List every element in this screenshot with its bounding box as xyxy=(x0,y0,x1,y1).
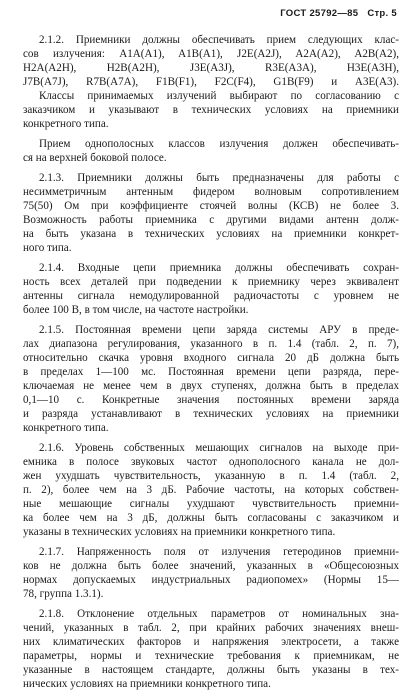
text-line: чений, указанных в табл. 2, при крайних рабочих значениях внеш- xyxy=(23,622,399,634)
paragraph-2-1-2 xyxy=(23,33,399,131)
text-line: ся на верхней боковой полосе. xyxy=(23,152,167,164)
paragraph-2-1-6 xyxy=(23,441,399,539)
text-line: параметры, нормы и технические требования к приемникам, не xyxy=(23,650,399,662)
text-line: конкретного типа. xyxy=(23,118,109,130)
paragraph-2-1-8 xyxy=(23,607,399,691)
text-line: Прием однополосных классов излучения должен обеспечивать- xyxy=(39,138,399,150)
page-header xyxy=(280,8,397,19)
text-line: H2A(A2H), H2B(A2H), J3E(A3J), R3E(A3A), H3E(A3H), xyxy=(23,62,399,74)
text-line: 0,1—10 с. Конкретные значения постоянных времени заряда xyxy=(23,394,399,406)
text-line: них климатических факторов и напряжения электросети, а также xyxy=(23,636,399,648)
paragraph-2-1-4 xyxy=(23,261,399,317)
paragraph-2-1-5 xyxy=(23,323,399,435)
text-line: и разряда устанавливают в технических условиях на приемники xyxy=(23,408,399,420)
text-line: несимметричным антенным фидером волновым сопротивлением xyxy=(23,186,399,198)
text-line: 2.1.2. Приемники должны обеспечивать прием следующих клас- xyxy=(39,34,399,46)
text-line: п. 2), более чем на 3 дБ. Рабочие частоты, на которых собствен- xyxy=(23,484,399,496)
text-line: 2.1.7. Напряженность поля от излучения гетеродинов приемни- xyxy=(39,546,399,558)
text-line: жен ухудшать чувствительность, указанную в п. 1.4 (табл. 2, xyxy=(23,470,399,482)
text-line: сов излучения: A1A(A1), A1B(A1), J2E(A2J), A2A(A2), A2B(A2), xyxy=(23,48,399,60)
text-line: конкретного типа. xyxy=(23,422,109,434)
text-line: 2.1.6. Уровень собственных мешающих сигналов на выходе при- xyxy=(39,442,399,454)
text-line: относительно скачка уровня входного сигнала 20 дБ должна быть xyxy=(23,352,399,364)
text-line: более 100 В, в том числе, на частоте настройки. xyxy=(23,304,249,316)
text-line: на быть указана в технических условиях на приемники конкрет- xyxy=(23,228,399,240)
text-line: ключаемая не менее чем в двух ступенях, должна быть в пределах xyxy=(23,380,399,392)
text-line: 2.1.3. Приемники должны быть предназначены для работы с xyxy=(39,172,399,184)
text-line: емника в полосе звуковых частот однополосного канала не дол- xyxy=(23,456,399,468)
text-line: нормах допускаемых индустриальных радиопомех» (Нормы 15— xyxy=(23,574,399,586)
text-line: 2.1.8. Отклонение отдельных параметров от номинальных зна- xyxy=(39,608,399,620)
text-line: ного типа. xyxy=(23,242,72,254)
text-line: антенны сигнала немодулированной радиочастоты с уровнем не xyxy=(23,290,399,302)
paragraph-2-1-3 xyxy=(23,171,399,255)
text-line: ка более чем на 3 дБ, должны быть согласованы с заказчиком и xyxy=(23,512,399,524)
paragraph-2-1-7 xyxy=(23,545,399,601)
text-line: нических условиях на приемники конкретного типа. xyxy=(23,678,271,690)
text-line: лах диапазона регулирования, указанного в п. 1.4 (табл. 2, п. 7), xyxy=(23,338,399,350)
page-number: Стр. 5 xyxy=(367,8,397,19)
text-line: J7B(A7J), R7B(A7A), F1B(F1), F2C(F4), G1B(F9) и A3E(A3). xyxy=(23,76,399,88)
text-line: 78, группа 1.3.1). xyxy=(23,588,104,600)
text-line: Возможность работы приемника с другими видами антенн долж- xyxy=(23,214,399,226)
text-line: в пределах 1—100 мс. Постоянная времени цепи разряда, пере- xyxy=(23,366,399,378)
text-line: заказчиком и указывают в технических условиях на приемники xyxy=(23,104,399,116)
text-line: указанные в настоящем стандарте, должны быть указаны в тех- xyxy=(23,664,399,676)
paragraph-sideband xyxy=(23,137,399,165)
standard-number: ГОСТ 25792—85 xyxy=(280,8,359,19)
text-line: ность всех деталей при подведении к приемнику через эквивалент xyxy=(23,276,399,288)
text-line: 2.1.4. Входные цепи приемника должны обеспечивать сохран- xyxy=(39,262,399,274)
text-line: Классы принимаемых излучений выбирают по согласованию с xyxy=(39,90,399,102)
document-body xyxy=(23,33,399,697)
text-line: 75(50) Ом при коэффициенте стоячей волны (КСВ) не более 3. xyxy=(23,200,399,212)
text-line: 2.1.5. Постоянная времени цепи заряда системы АРУ в преде- xyxy=(39,324,399,336)
text-line: ные мешающие сигналы ухудшают чувствительность приемни- xyxy=(23,498,399,510)
text-line: ков не должна быть более значений, указанных в «Общесоюзных xyxy=(23,560,399,572)
text-line: указаны в технических условиях на приемники конкретного типа. xyxy=(23,526,336,538)
